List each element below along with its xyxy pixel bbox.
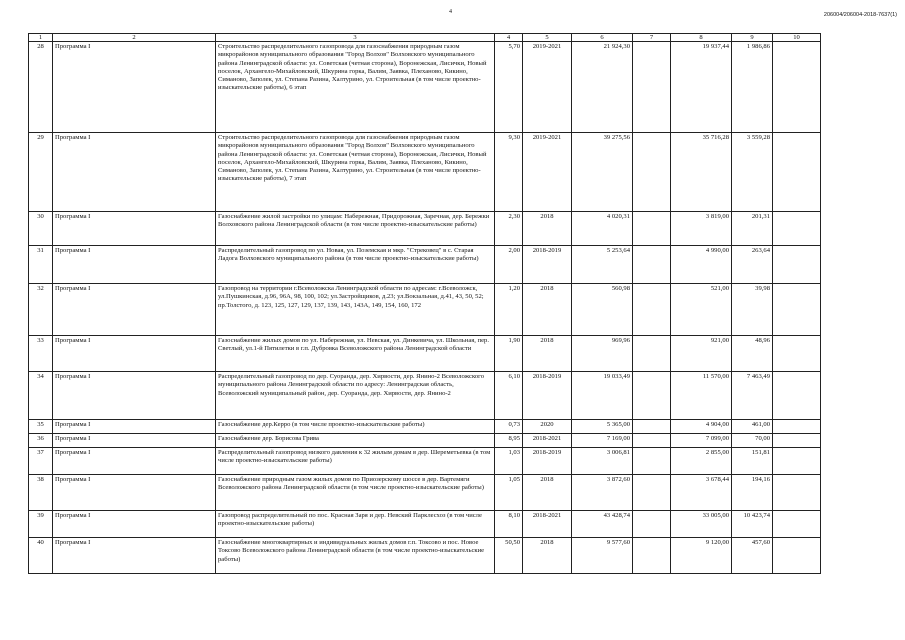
program-name: Программа I <box>53 336 216 372</box>
column-7-value <box>633 336 671 372</box>
column-8-value: 11 570,00 <box>671 372 732 420</box>
object-description: Газоснабжение природным газом жилых домов по Приозерскому шоссе в дер. Вартемяги Всеволожского района Ленинградской области (в том числе проектно-изыскательские работы) <box>216 475 495 511</box>
column-8-value: 35 716,28 <box>671 133 732 212</box>
table-row <box>29 420 821 434</box>
object-description: Строительство распределительного газопровода для газоснабжения природным газом микрорайонов муниципального образования "Город Волхов" Волховского муниципального района Ленинградской области: ул. Советская (четная сторона), Воронежская, Лисички, Новый поселок, Архангело-Михайловский, Шкурина горка, Валим, Заявка, Плеханово, Кикино, Симаново, Заполек, ул. Степана Разина, Халтурино, ул. Строительная (в том числе проектно-изыскательские работы), 7 этап <box>216 133 495 212</box>
column-7-value <box>633 420 671 434</box>
object-description: Газоснабжение многоквартирных и индивидуальных жилых домов г.п. Токсово и пос. Новое Токсово Всеволожского района Ленинградской области (в том числе проектно-изыскательские работы) <box>216 538 495 574</box>
column-7-value <box>633 284 671 336</box>
table-row <box>29 511 821 538</box>
row-number: 32 <box>29 284 53 336</box>
object-description: Распределительный газопровод низкого давления к 32 жилым домам в дер. Шереметьевка (в том числе проектно-изыскательские работы) <box>216 448 495 475</box>
program-name: Программа I <box>53 434 216 448</box>
period-years: 2018 <box>523 212 572 246</box>
table-row <box>29 372 821 420</box>
total-cost: 969,96 <box>572 336 633 372</box>
row-number: 35 <box>29 420 53 434</box>
column-7-value <box>633 246 671 284</box>
program-name: Программа I <box>53 475 216 511</box>
column-8-value: 7 099,00 <box>671 434 732 448</box>
table-row <box>29 434 821 448</box>
period-years: 2018-2021 <box>523 511 572 538</box>
total-cost: 9 577,60 <box>572 538 633 574</box>
total-cost: 19 033,49 <box>572 372 633 420</box>
column-10-value <box>773 538 821 574</box>
column-8-value: 33 005,00 <box>671 511 732 538</box>
length-km: 6,10 <box>495 372 523 420</box>
column-header: 3 <box>216 34 495 42</box>
program-name: Программа I <box>53 511 216 538</box>
total-cost: 7 169,00 <box>572 434 633 448</box>
row-number: 28 <box>29 42 53 133</box>
column-number-row <box>29 34 821 42</box>
column-10-value <box>773 372 821 420</box>
total-cost: 43 428,74 <box>572 511 633 538</box>
column-9-value: 1 986,86 <box>732 42 773 133</box>
object-description: Газопровод на территории г.Всеволожска Ленинградской области по адресам: г.Всеволожск, ул.Пушкинская, д.96, 96А, 98, 100, 102; ул.Застройщиков, д.23; ул.Вокзальная, д.41, 43, 50, 52; пр.Толстого, д. 123, 125, 127, 129, 137, 139, 143, 143А, 149, 154, 160, 172 <box>216 284 495 336</box>
column-8-value: 2 855,00 <box>671 448 732 475</box>
length-km: 50,50 <box>495 538 523 574</box>
object-description: Распределительный газопровод по дер. Суоранда, дер. Хирвости, дер. Янино-2 Всеволожского муниципального района Ленинградской области по адресу: Ленинградская область, Всеволожский муниципальный район, дер. Суоранда, дер. Хирвости, дер. Янино-2 <box>216 372 495 420</box>
row-number: 34 <box>29 372 53 420</box>
column-7-value <box>633 212 671 246</box>
column-7-value <box>633 475 671 511</box>
table-row <box>29 475 821 511</box>
length-km: 9,30 <box>495 133 523 212</box>
object-description: Газоснабжение дер. Борисова Грива <box>216 434 495 448</box>
total-cost: 3 872,60 <box>572 475 633 511</box>
column-7-value <box>633 538 671 574</box>
length-km: 2,00 <box>495 246 523 284</box>
column-header: 2 <box>53 34 216 42</box>
column-7-value <box>633 511 671 538</box>
row-number: 29 <box>29 133 53 212</box>
column-10-value <box>773 42 821 133</box>
program-name: Программа I <box>53 372 216 420</box>
total-cost: 5 365,00 <box>572 420 633 434</box>
total-cost: 39 275,56 <box>572 133 633 212</box>
period-years: 2019-2021 <box>523 133 572 212</box>
column-10-value <box>773 212 821 246</box>
program-name: Программа I <box>53 420 216 434</box>
column-8-value: 521,00 <box>671 284 732 336</box>
program-name: Программа I <box>53 538 216 574</box>
program-name: Программа I <box>53 133 216 212</box>
column-7-value <box>633 133 671 212</box>
column-8-value: 19 937,44 <box>671 42 732 133</box>
column-10-value <box>773 133 821 212</box>
column-7-value <box>633 42 671 133</box>
object-description: Газоснабжение жилой застройки по улицам: Набережная, Придорожная, Заречная, дер. Бережки Волховского района Ленинградской области (в том числе проектно-изыскательские работы) <box>216 212 495 246</box>
length-km: 1,03 <box>495 448 523 475</box>
row-number: 31 <box>29 246 53 284</box>
row-number: 30 <box>29 212 53 246</box>
length-km: 8,10 <box>495 511 523 538</box>
column-9-value: 7 463,49 <box>732 372 773 420</box>
column-7-value <box>633 372 671 420</box>
table-row <box>29 42 821 133</box>
column-9-value: 151,81 <box>732 448 773 475</box>
column-header: 6 <box>572 34 633 42</box>
column-header: 10 <box>773 34 821 42</box>
total-cost: 4 020,31 <box>572 212 633 246</box>
row-number: 36 <box>29 434 53 448</box>
column-8-value: 3 678,44 <box>671 475 732 511</box>
total-cost: 560,98 <box>572 284 633 336</box>
column-10-value <box>773 420 821 434</box>
column-8-value: 4 990,00 <box>671 246 732 284</box>
column-8-value: 9 120,00 <box>671 538 732 574</box>
length-km: 2,30 <box>495 212 523 246</box>
period-years: 2018 <box>523 538 572 574</box>
table-row <box>29 448 821 475</box>
total-cost: 5 253,64 <box>572 246 633 284</box>
period-years: 2018-2019 <box>523 448 572 475</box>
program-name: Программа I <box>53 246 216 284</box>
total-cost: 3 006,81 <box>572 448 633 475</box>
program-name: Программа I <box>53 284 216 336</box>
object-description: Газоснабжение жилых домов по ул. Набережная, ул. Невская, ул. Динкевича, ул. Школьная, пер. Светлый, ул.1-й Пятилетки в г.п. Дубровка Всеволожского района Ленинградской области <box>216 336 495 372</box>
column-9-value: 201,31 <box>732 212 773 246</box>
column-9-value: 3 559,28 <box>732 133 773 212</box>
row-number: 33 <box>29 336 53 372</box>
column-7-value <box>633 448 671 475</box>
column-header: 8 <box>671 34 732 42</box>
period-years: 2018 <box>523 475 572 511</box>
column-10-value <box>773 511 821 538</box>
column-9-value: 194,16 <box>732 475 773 511</box>
column-8-value: 921,00 <box>671 336 732 372</box>
row-number: 38 <box>29 475 53 511</box>
column-10-value <box>773 448 821 475</box>
object-description: Газопровод распределительный по пос. Красная Заря и дер. Невский Парклесхоз (в том числе проектно-изыскательские работы) <box>216 511 495 538</box>
column-10-value <box>773 475 821 511</box>
length-km: 1,90 <box>495 336 523 372</box>
object-description: Газоснабжение дер.Керро (в том числе проектно-изыскательские работы) <box>216 420 495 434</box>
period-years: 2018 <box>523 336 572 372</box>
table-row <box>29 246 821 284</box>
column-header: 4 <box>495 34 523 42</box>
period-years: 2018-2019 <box>523 372 572 420</box>
column-7-value <box>633 434 671 448</box>
page-number: 4 <box>449 9 452 15</box>
program-name: Программа I <box>53 448 216 475</box>
row-number: 37 <box>29 448 53 475</box>
column-10-value <box>773 246 821 284</box>
program-table <box>28 33 821 574</box>
column-header: 9 <box>732 34 773 42</box>
program-name: Программа I <box>53 42 216 133</box>
column-9-value: 70,00 <box>732 434 773 448</box>
period-years: 2018-2021 <box>523 434 572 448</box>
object-description: Строительство распределительного газопровода для газоснабжения природным газом микрорайонов муниципального образования "Город Волхов" Волховского муниципального района Ленинградской области: ул. Советская (четная сторона), Воронежская, Лисички, Новый поселок, Архангело-Михайловский, Шкурина горка, Валим, Заявка, Плеханово, Кикино, Симаново, Заполек, ул. Степана Разина, Халтурино, ул. Строительная (в том числе проектно-изыскательские работы), 6 этап <box>216 42 495 133</box>
program-name: Программа I <box>53 212 216 246</box>
column-9-value: 10 423,74 <box>732 511 773 538</box>
column-9-value: 48,96 <box>732 336 773 372</box>
table-row <box>29 538 821 574</box>
column-10-value <box>773 336 821 372</box>
length-km: 8,95 <box>495 434 523 448</box>
table-row <box>29 336 821 372</box>
column-header: 7 <box>633 34 671 42</box>
column-header: 5 <box>523 34 572 42</box>
column-header: 1 <box>29 34 53 42</box>
period-years: 2018-2019 <box>523 246 572 284</box>
column-9-value: 263,64 <box>732 246 773 284</box>
row-number: 39 <box>29 511 53 538</box>
total-cost: 21 924,30 <box>572 42 633 133</box>
column-10-value <box>773 284 821 336</box>
column-10-value <box>773 434 821 448</box>
column-9-value: 457,60 <box>732 538 773 574</box>
column-9-value: 461,00 <box>732 420 773 434</box>
table-row <box>29 212 821 246</box>
document-code: 206004/206004-2018-7637(1) <box>823 12 897 18</box>
period-years: 2020 <box>523 420 572 434</box>
column-9-value: 39,98 <box>732 284 773 336</box>
length-km: 1,20 <box>495 284 523 336</box>
row-number: 40 <box>29 538 53 574</box>
table-row <box>29 133 821 212</box>
length-km: 5,70 <box>495 42 523 133</box>
object-description: Распределительный газопровод по ул. Новая, ул. Поземская и мкр. "Стрековец" в с. Старая Ладога Волховского муниципального района (в том числе проектно-изыскательские работы) <box>216 246 495 284</box>
column-8-value: 3 819,00 <box>671 212 732 246</box>
column-8-value: 4 904,00 <box>671 420 732 434</box>
table-row <box>29 284 821 336</box>
period-years: 2018 <box>523 284 572 336</box>
period-years: 2019-2021 <box>523 42 572 133</box>
length-km: 0,73 <box>495 420 523 434</box>
length-km: 1,05 <box>495 475 523 511</box>
